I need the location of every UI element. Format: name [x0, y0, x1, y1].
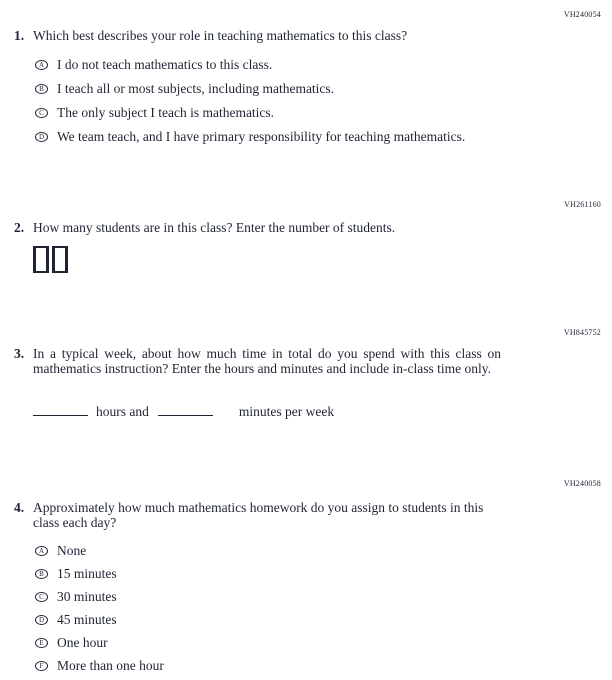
answer-bubble-c[interactable]: C [35, 592, 48, 602]
answer-bubble-b[interactable]: B [35, 569, 48, 579]
answer-bubble-a[interactable]: A [35, 60, 48, 70]
option-row-a [35, 57, 465, 72]
option-label-c: The only subject I teach is mathematics. [57, 105, 275, 120]
minutes-label: minutes per week [238, 404, 335, 419]
question-3-fill-line [33, 403, 334, 419]
answer-bubble-d[interactable]: D [35, 132, 48, 142]
option-label-d: We team teach, and I have primary responsibility for teaching mathematics. [57, 129, 466, 144]
option-row-a [35, 543, 164, 558]
answer-bubble-f[interactable]: F [35, 661, 48, 671]
question-2-digit-entry [33, 246, 68, 273]
option-label-f: More than one hour [57, 658, 164, 673]
option-label-c: 30 minutes [57, 589, 117, 604]
answer-bubble-b[interactable]: B [35, 84, 48, 94]
answer-bubble-e[interactable]: E [35, 638, 48, 648]
question-4-number: 4. [14, 500, 25, 515]
question-1 [14, 28, 515, 43]
accession-code-q4: VH240058 [563, 479, 601, 488]
minutes-input-blank[interactable] [158, 403, 213, 416]
option-row-d [35, 612, 164, 627]
option-row-d [35, 129, 465, 144]
accession-code-q3: VH845752 [563, 328, 601, 337]
question-1-number: 1. [14, 28, 25, 43]
answer-bubble-c[interactable]: C [35, 108, 48, 118]
digit-entry-box-tens[interactable] [33, 246, 49, 273]
option-row-c [35, 105, 465, 120]
option-row-e [35, 635, 164, 650]
option-label-a: None [57, 543, 87, 558]
option-row-b [35, 81, 465, 96]
answer-bubble-d[interactable]: D [35, 615, 48, 625]
option-row-f [35, 658, 164, 673]
question-4-text: Approximately how much mathematics homework do you assign to students in this class each day? [33, 500, 484, 530]
option-row-c [35, 589, 164, 604]
question-2-text: How many students are in this class? Enter the number of students. [33, 220, 396, 235]
option-label-d: 45 minutes [57, 612, 117, 627]
question-1-options [35, 57, 465, 153]
question-2 [14, 220, 515, 235]
accession-code-q2: VH261160 [564, 200, 601, 209]
digit-entry-box-ones[interactable] [52, 246, 68, 273]
option-label-e: One hour [57, 635, 108, 650]
question-3-number: 3. [14, 346, 25, 361]
answer-bubble-a[interactable]: A [35, 546, 48, 556]
option-label-b: I teach all or most subjects, including mathematics. [57, 81, 335, 96]
option-label-a: I do not teach mathematics to this class. [57, 57, 273, 72]
question-4 [14, 500, 501, 530]
hours-label: hours and [96, 404, 149, 419]
question-3 [14, 346, 501, 376]
option-row-b [35, 566, 164, 581]
question-4-options [35, 543, 164, 680]
hours-input-blank[interactable] [33, 403, 88, 416]
question-3-text: In a typical week, about how much time in total do you spend with this class on mathematics instruction? Enter the hours and minutes and include in-class time only. [33, 346, 501, 376]
question-1-text: Which best describes your role in teaching mathematics to this class? [33, 28, 408, 43]
option-label-b: 15 minutes [57, 566, 117, 581]
question-2-number: 2. [14, 220, 25, 235]
accession-code-q1: VH240054 [563, 10, 601, 19]
